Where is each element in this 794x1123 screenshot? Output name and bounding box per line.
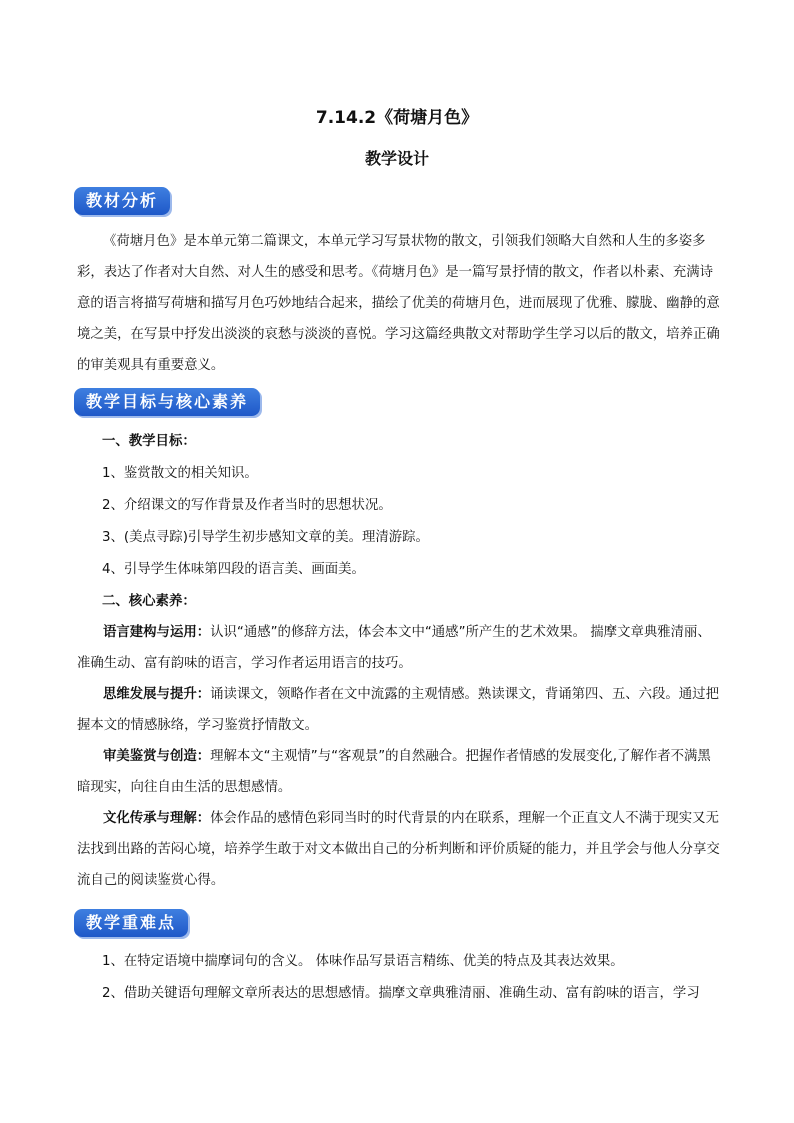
competency-label: 审美鉴赏与创造： [103,749,211,764]
goal-item: 2、介绍课文的写作背景及作者当时的思想状况。 [102,498,392,513]
goal-item: 4、引导学生体味第四段的语言美、画面美。 [102,562,365,577]
goal-item: 3、(美点寻踪)引导学生初步感知文章的美。理清游踪。 [102,530,429,545]
goal-item: 1、鉴赏散文的相关知识。 [102,466,258,481]
competency-text: 体会作品的感情色彩同当时的时代背景的内在联系，理解一个正直文人不满于现实又无法找到出路的苦闷心境，培养学生敢于对文本做出自己的分析判断和评价质疑的能力，并且学会与他人分享交流自己的阅读鉴赏心得。 [77,811,720,888]
goals-heading-1: 一、教学目标： [102,434,196,449]
competency-label: 语言建构与运用： [103,625,211,640]
competency-paragraph [77,741,720,803]
competency-paragraph [77,617,720,679]
goals-heading-2: 二、核心素养： [102,594,196,609]
competency-text: 理解本文“主观情”与“客观景”的自然融合。把握作者情感的发展变化,了解作者不满黑暗现实，向往自由生活的思想感情。 [77,749,711,795]
competency-text: 诵读课文，领略作者在文中流露的主观情感。熟读课文，背诵第四、五、六段。通过把握本文的情感脉络，学习鉴赏抒情散文。 [77,687,719,733]
competency-label: 思维发展与提升： [103,687,211,702]
section-badge-analysis: 教材分析 [74,187,170,215]
competency-paragraph [77,679,720,741]
section-badge-goals: 教学目标与核心素养 [74,388,260,416]
document-subtitle: 教学设计 [364,149,429,168]
competency-paragraph [77,803,720,896]
difficulty-item: 2、借助关键语句理解文章所表达的思想感情。揣摩文章典雅清丽、准确生动、富有韵味的语言，学习 [102,986,700,1001]
analysis-paragraph: 《荷塘月色》是本单元第二篇课文，本单元学习写景状物的散文，引领我们领略大自然和人生的多姿多彩，表达了作者对大自然、对人生的感受和思考。《荷塘月色》是一篇写景抒情的散文，作者以朴素、充满诗意的语言将描写荷塘和描写月色巧妙地结合起来，描绘了优美的荷塘月色，进而展现了优雅、朦胧、幽静的意境之美，在写景中抒发出淡淡的哀愁与淡淡的喜悦。学习这篇经典散文对帮助学生学习以后的散文，培养正确的审美观具有重要意义。 [77,234,720,373]
difficulty-item: 1、在特定语境中揣摩词句的含义。 体味作品写景语言精练、优美的特点及其表达效果。 [102,954,624,969]
document-title: 7.14.2《荷塘月色》 [315,108,479,128]
section-badge-difficulties: 教学重难点 [74,909,188,937]
competency-label: 文化传承与理解： [103,811,211,826]
competency-text: 认识“通感”的修辞方法，体会本文中“通感”所产生的艺术效果。 揣摩文章典雅清丽、准确生动、富有韵味的语言，学习作者运用语言的技巧。 [77,625,711,671]
